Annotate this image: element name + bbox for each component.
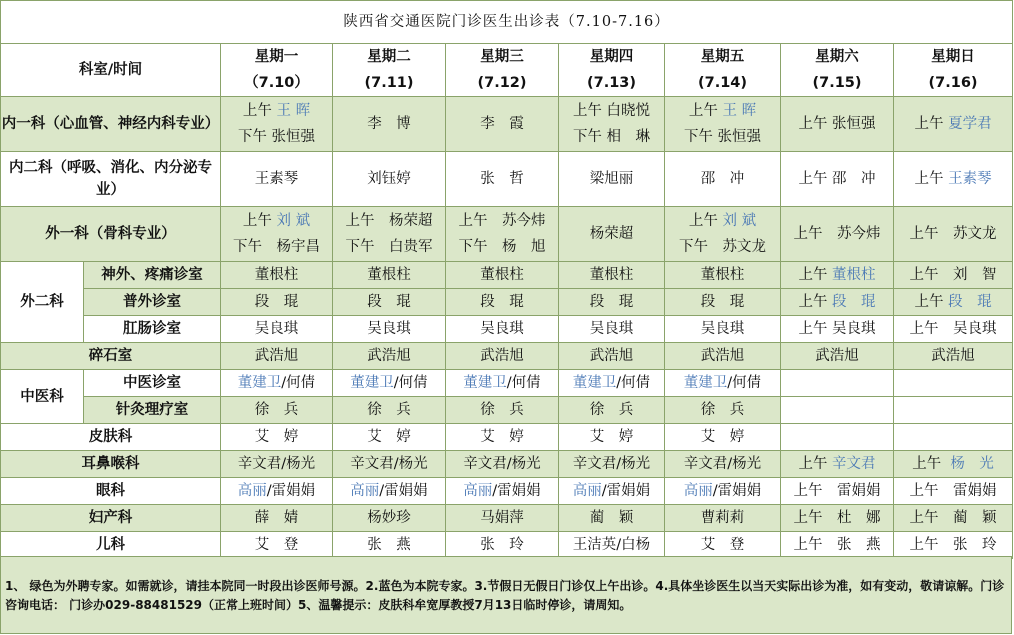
dept-fuchan: 妇产科: [1, 505, 221, 532]
cell: 上午 王 晖 下午 张恒强: [221, 97, 333, 152]
cell: 王洁英/白杨: [559, 532, 665, 559]
cell: 徐 兵: [446, 397, 559, 424]
cell: 辛文君/杨光: [559, 451, 665, 478]
cell: 上午 王 晖 下午 张恒强: [665, 97, 781, 152]
cell: 辛文君/杨光: [665, 451, 781, 478]
cell: 吴良琪: [333, 316, 446, 343]
table-row: [1, 152, 1013, 207]
cell: 高丽/雷娟娟: [333, 478, 446, 505]
table-row: [1, 316, 1013, 343]
cell: 王素琴: [221, 152, 333, 207]
dept-erbi: 耳鼻喉科: [1, 451, 221, 478]
table-row: [1, 532, 1013, 559]
cell: 上午 董根柱: [781, 262, 894, 289]
cell: 段 琨: [446, 289, 559, 316]
cell: 李 霞: [446, 97, 559, 152]
cell: 上午 张 玲: [894, 532, 1013, 559]
cell: 刘钰婷: [333, 152, 446, 207]
cell: 李 博: [333, 97, 446, 152]
cell: 艾 婷: [559, 424, 665, 451]
cell: 段 琨: [333, 289, 446, 316]
cell: 上午 段 琨: [781, 289, 894, 316]
cell: 董根柱: [221, 262, 333, 289]
sub-dept: 肛肠诊室: [84, 316, 221, 343]
cell: 武浩旭: [665, 343, 781, 370]
cell: [781, 370, 894, 397]
cell: 上午 苏文龙: [894, 207, 1013, 262]
cell: 薛 婧: [221, 505, 333, 532]
table-row: [1, 505, 1013, 532]
cell: 上午 苏今炜 下午 杨 旭: [446, 207, 559, 262]
cell: 上午 白晓悦 下午 相 琳: [559, 97, 665, 152]
cell: 上午 王素琴: [894, 152, 1013, 207]
dept-pifu: 皮肤科: [1, 424, 221, 451]
dept-nei1: 内一科（心血管、神经内科专业）: [1, 97, 221, 152]
cell: 上午 苏今炜: [781, 207, 894, 262]
cell: 吴良琪: [559, 316, 665, 343]
cell: 艾 婷: [333, 424, 446, 451]
footer-note: 1、 绿色为外聘专家。如需就诊，请挂本院同一时段出诊医师号源。2.蓝色为本院专家。3.节假日无假日门诊仅上午出诊。4.具体坐诊医生以当天实际出诊为准，如有变动，敬请谅解。门诊咨询电话： 门诊办029-88481529（正常上班时间）5、温馨提示：皮肤科牟宽厚教授7月13日临时停诊，请周知。: [0, 556, 1012, 634]
cell: 梁旭丽: [559, 152, 665, 207]
cell: 艾 婷: [221, 424, 333, 451]
cell: 武浩旭: [221, 343, 333, 370]
cell: 上午 杜 娜: [781, 505, 894, 532]
cell: 徐 兵: [559, 397, 665, 424]
cell: 徐 兵: [333, 397, 446, 424]
cell: 上午 张恒强: [781, 97, 894, 152]
cell: 高丽/雷娟娟: [665, 478, 781, 505]
table-row: [1, 207, 1013, 262]
table-row: [1, 451, 1013, 478]
cell: 邵 冲: [665, 152, 781, 207]
cell: 武浩旭: [333, 343, 446, 370]
cell: 上午 吴良琪: [781, 316, 894, 343]
table-row: [1, 397, 1013, 424]
cell: 上午 杨荣超 下午 白贵军: [333, 207, 446, 262]
table-row: [1, 370, 1013, 397]
cell: 董根柱: [559, 262, 665, 289]
table-row: [1, 289, 1013, 316]
sub-dept: 针灸理疗室: [84, 397, 221, 424]
sub-dept: 普外诊室: [84, 289, 221, 316]
cell: 上午 邵 冲: [781, 152, 894, 207]
cell: 艾 婷: [446, 424, 559, 451]
dept-nei2: 内二科（呼吸、消化、内分泌专业）: [1, 152, 221, 207]
table-row: [1, 424, 1013, 451]
cell: 辛文君/杨光: [333, 451, 446, 478]
cell: 董建卫/何倩: [333, 370, 446, 397]
day-header-mon: 星期一 （7.10）: [221, 44, 333, 97]
cell: 高丽/雷娟娟: [446, 478, 559, 505]
cell: 上午 段 琨: [894, 289, 1013, 316]
cell: 杨妙珍: [333, 505, 446, 532]
cell: 徐 兵: [221, 397, 333, 424]
cell: 吴良琪: [446, 316, 559, 343]
dept-wai2: 外二科: [1, 262, 84, 343]
cell: 董建卫/何倩: [221, 370, 333, 397]
cell: 上午 吴良琪: [894, 316, 1013, 343]
cell: 上午 刘 智: [894, 262, 1013, 289]
sub-dept: 神外、疼痛诊室: [84, 262, 221, 289]
cell: 董建卫/何倩: [446, 370, 559, 397]
cell: 蔺 颖: [559, 505, 665, 532]
cell: 吴良琪: [221, 316, 333, 343]
day-header-sun: 星期日 (7.16): [894, 44, 1013, 97]
day-header-wed: 星期三 (7.12): [446, 44, 559, 97]
dept-suishi: 碎石室: [1, 343, 221, 370]
page-title: 陕西省交通医院门诊医生出诊表（7.10-7.16）: [1, 1, 1013, 44]
cell: 艾 登: [221, 532, 333, 559]
cell: 徐 兵: [665, 397, 781, 424]
cell: 段 琨: [221, 289, 333, 316]
cell: 董根柱: [333, 262, 446, 289]
cell: 张 燕: [333, 532, 446, 559]
dept-yan: 眼科: [1, 478, 221, 505]
cell: 上午 雷娟娟: [894, 478, 1013, 505]
table-row: [1, 262, 1013, 289]
cell: [894, 397, 1013, 424]
day-header-thu: 星期四 (7.13): [559, 44, 665, 97]
cell: 上午 刘 斌 下午 苏文龙: [665, 207, 781, 262]
sub-dept: 中医诊室: [84, 370, 221, 397]
cell: 高丽/雷娟娟: [559, 478, 665, 505]
cell: 武浩旭: [894, 343, 1013, 370]
cell: 上午 杨 光: [894, 451, 1013, 478]
cell: 武浩旭: [446, 343, 559, 370]
cell: 董根柱: [446, 262, 559, 289]
cell: 马娟萍: [446, 505, 559, 532]
day-header-sat: 星期六 (7.15): [781, 44, 894, 97]
cell: 上午 雷娟娟: [781, 478, 894, 505]
day-header-fri: 星期五 (7.14): [665, 44, 781, 97]
day-header-tue: 星期二 (7.11): [333, 44, 446, 97]
cell: 曹莉莉: [665, 505, 781, 532]
cell: [894, 424, 1013, 451]
cell: [894, 370, 1013, 397]
dept-time-header: 科室/时间: [1, 44, 221, 97]
dept-wai1: 外一科（骨科专业）: [1, 207, 221, 262]
cell: 艾 婷: [665, 424, 781, 451]
cell: 上午 辛文君: [781, 451, 894, 478]
cell: 董根柱: [665, 262, 781, 289]
cell: 武浩旭: [559, 343, 665, 370]
dept-zhongyi: 中医科: [1, 370, 84, 424]
dept-er: 儿科: [1, 532, 221, 559]
cell: 张 哲: [446, 152, 559, 207]
cell: [781, 397, 894, 424]
cell: 上午 张 燕: [781, 532, 894, 559]
cell: 上午 蔺 颖: [894, 505, 1013, 532]
cell: 杨荣超: [559, 207, 665, 262]
cell: 段 琨: [665, 289, 781, 316]
cell: 辛文君/杨光: [221, 451, 333, 478]
cell: 高丽/雷娟娟: [221, 478, 333, 505]
cell: 辛文君/杨光: [446, 451, 559, 478]
table-row: [1, 343, 1013, 370]
cell: 吴良琪: [665, 316, 781, 343]
cell: 艾 登: [665, 532, 781, 559]
cell: 董建卫/何倩: [559, 370, 665, 397]
cell: 上午 夏学君: [894, 97, 1013, 152]
cell: 段 琨: [559, 289, 665, 316]
cell: 张 玲: [446, 532, 559, 559]
cell: [781, 424, 894, 451]
table-row: [1, 478, 1013, 505]
table-row: [1, 97, 1013, 152]
cell: 武浩旭: [781, 343, 894, 370]
cell: 董建卫/何倩: [665, 370, 781, 397]
cell: 上午 刘 斌 下午 杨宇昌: [221, 207, 333, 262]
